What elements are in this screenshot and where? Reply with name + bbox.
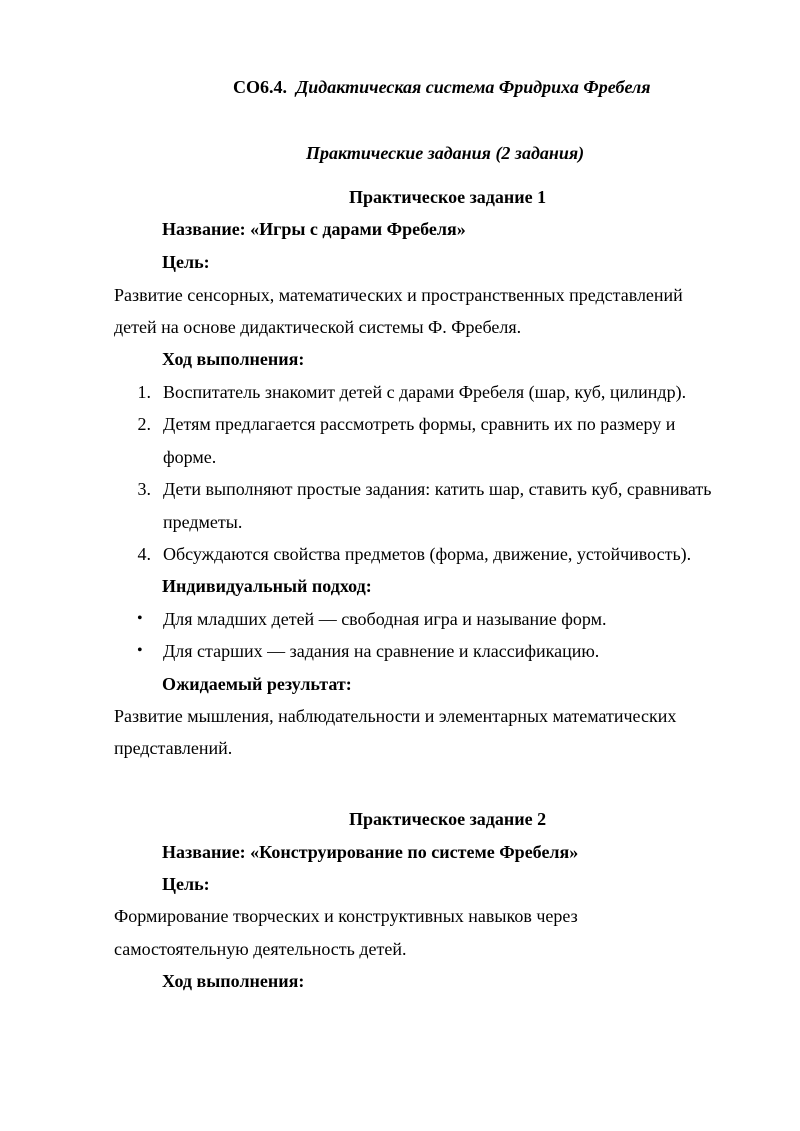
step-text: Обсуждаются свойства предметов (форма, движение, устойчивость). <box>163 544 692 564</box>
task2-procedure-label: Ход выполнения: <box>162 971 305 991</box>
document-title <box>233 76 651 98</box>
step-text: Дети выполняют простые задания: катить шар, ставить куб, сравнивать <box>163 479 712 499</box>
bullet-icon: • <box>137 642 143 659</box>
step-text-cont: форме. <box>163 447 217 467</box>
task1-result-line2: представлений. <box>114 738 233 758</box>
task1-goal-line2: детей на основе дидактической системы Ф. Фребеля. <box>114 317 522 337</box>
task1-goal-line1: Развитие сенсорных, математических и пространственных представлений <box>114 285 683 305</box>
task2-heading: Практическое задание 2 <box>349 809 547 829</box>
task2-goal-line1: Формирование творческих и конструктивных навыков через <box>114 906 578 926</box>
bullet-text: Для младших детей — свободная игра и называние форм. <box>163 609 607 629</box>
step-number: 4. <box>137 544 151 564</box>
step-number: 2. <box>137 414 151 434</box>
task1-goal-label: Цель: <box>162 252 210 272</box>
step-number: 1. <box>137 382 151 402</box>
document-subtitle: Практические задания (2 задания) <box>306 143 585 163</box>
task1-procedure-label: Ход выполнения: <box>162 349 305 369</box>
task2-goal-line2: самостоятельную деятельность детей. <box>114 939 407 959</box>
task1-individual-label: Индивидуальный подход: <box>162 576 372 596</box>
task1-heading: Практическое задание 1 <box>349 187 547 207</box>
bullet-icon: • <box>137 610 143 627</box>
step-text: Воспитатель знакомит детей с дарами Фребеля (шар, куб, цилиндр). <box>163 382 687 402</box>
task2-name: Название: «Конструирование по системе Фребеля» <box>162 842 579 862</box>
task1-name: Название: «Игры с дарами Фребеля» <box>162 219 466 239</box>
step-text-cont: предметы. <box>163 512 243 532</box>
task2-goal-label: Цель: <box>162 874 210 894</box>
bullet-text: Для старших — задания на сравнение и классификацию. <box>163 641 600 661</box>
step-text: Детям предлагается рассмотреть формы, сравнить их по размеру и <box>163 414 676 434</box>
step-number: 3. <box>137 479 151 499</box>
title-name: Дидактическая система Фридриха Фребеля <box>296 77 651 97</box>
task1-result-label: Ожидаемый результат: <box>162 674 352 694</box>
title-code: СО6.4. <box>233 77 287 97</box>
task1-result-line1: Развитие мышления, наблюдательности и элементарных математических <box>114 706 677 726</box>
